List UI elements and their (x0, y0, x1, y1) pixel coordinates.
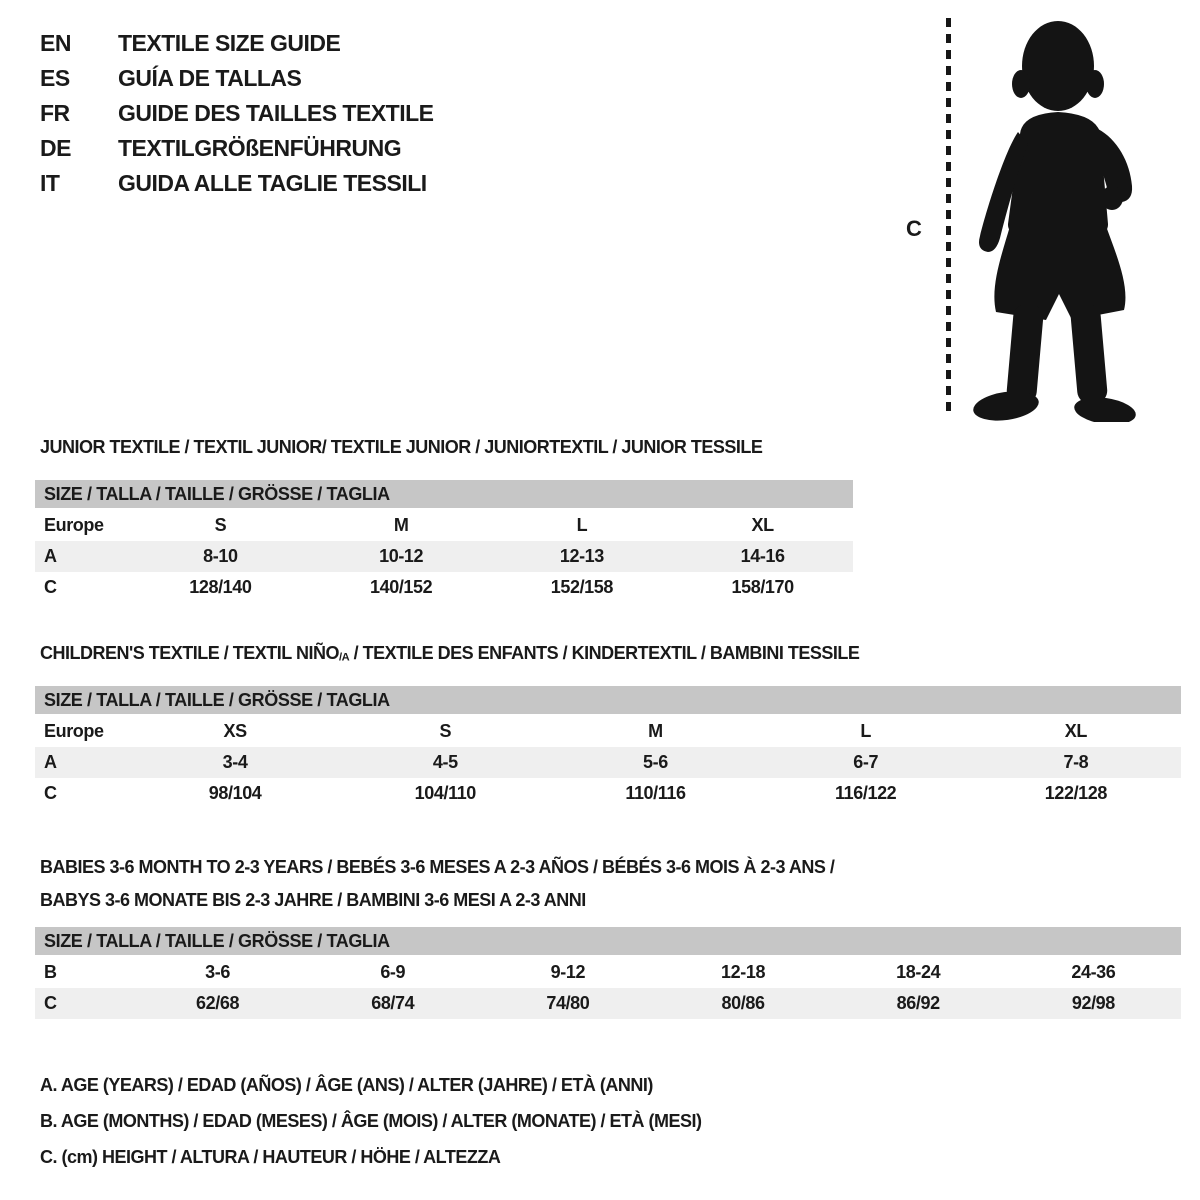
language-row (40, 171, 434, 195)
table-cell: 152/158 (550, 577, 613, 597)
table-row (35, 988, 1181, 1019)
height-measure-dashed-line (946, 18, 951, 415)
table-row (35, 572, 853, 603)
table-cell: XL (1064, 721, 1087, 741)
table-cell: 128/140 (189, 577, 252, 597)
table-cell: 116/122 (835, 783, 897, 803)
table-row (35, 778, 1181, 809)
babies-size-table (35, 927, 1181, 1019)
table-cell: 74/80 (546, 993, 590, 1013)
table-cell: 5-6 (643, 752, 668, 772)
table-cell: 68/74 (371, 993, 415, 1013)
table-cell: 12-18 (721, 962, 766, 982)
table-cell: XL (751, 515, 774, 535)
table-cell: 122/128 (1044, 783, 1107, 803)
row-label: C (44, 993, 57, 1013)
babies-heading-line2: BABYS 3-6 MONATE BIS 2-3 JAHRE / BAMBINI 3-6 MESI A 2-3 ANNI (40, 890, 586, 910)
table-cell: 3-6 (205, 962, 230, 982)
table-cell: 9-12 (550, 962, 586, 982)
row-label: A (44, 752, 57, 772)
table-cell: 86/92 (896, 993, 940, 1013)
table-cell: 62/68 (196, 993, 240, 1013)
row-label: Europe (44, 515, 104, 535)
junior-section-heading: JUNIOR TEXTILE / TEXTIL JUNIOR/ TEXTILE JUNIOR / JUNIORTEXTIL / JUNIOR TESSILE (40, 437, 763, 457)
row-label: B (44, 962, 57, 982)
table-cell: 4-5 (432, 752, 458, 772)
table-cell: 98/104 (208, 783, 262, 803)
table-cell: 7-8 (1063, 752, 1089, 772)
junior-size-table (35, 480, 853, 603)
language-title-list (40, 31, 434, 206)
children-heading-pre: CHILDREN'S TEXTILE / TEXTIL NIÑO (40, 643, 339, 663)
table-cell: S (214, 515, 227, 535)
table-cell: 140/152 (369, 577, 433, 597)
language-row (40, 66, 434, 90)
babies-section-heading (40, 851, 970, 917)
language-row (40, 31, 434, 55)
table-cell: 3-4 (222, 752, 248, 772)
language-code: FR (40, 100, 70, 126)
legend-line-a: A. AGE (YEARS) / EDAD (AÑOS) / ÂGE (ANS) / ALTER (JAHRE) / ETÀ (ANNI) (40, 1075, 653, 1095)
language-row (40, 101, 434, 125)
language-title: GUIDE DES TAILLES TEXTILE (118, 100, 434, 126)
table-cell: 14-16 (740, 546, 785, 566)
table-cell: S (439, 721, 452, 741)
table-cell: 104/110 (414, 783, 476, 803)
table-cell: 18-24 (896, 962, 941, 982)
children-heading-post: / TEXTILE DES ENFANTS / KINDERTEXTIL / BAMBINI TESSILE (349, 643, 860, 663)
children-section-heading (40, 642, 859, 668)
table-cell: M (648, 721, 663, 741)
table-cell: 24-36 (1071, 962, 1116, 982)
language-code: ES (40, 65, 70, 91)
row-label: A (44, 546, 57, 566)
legend (40, 1067, 701, 1175)
table-row (35, 747, 1181, 778)
table-cell: 6-9 (380, 962, 406, 982)
language-title: TEXTILGRÖßENFÜHRUNG (118, 135, 402, 161)
table-cell: 6-7 (853, 752, 879, 772)
row-label: Europe (44, 721, 104, 741)
language-code: IT (40, 170, 60, 196)
children-size-table (35, 686, 1181, 809)
table-row (35, 509, 853, 541)
table-cell: 110/116 (625, 783, 686, 803)
language-title: TEXTILE SIZE GUIDE (118, 30, 341, 56)
size-table-header: SIZE / TALLA / TAILLE / GRÖSSE / TAGLIA (35, 480, 853, 509)
row-label: C (44, 783, 57, 803)
table-cell: 92/98 (1071, 993, 1115, 1013)
legend-line-b: B. AGE (MONTHS) / EDAD (MESES) / ÂGE (MOIS) / ALTER (MONATE) / ETÀ (MESI) (40, 1111, 702, 1131)
table-row (35, 956, 1181, 988)
table-cell: L (860, 721, 871, 741)
babies-heading-line1: BABIES 3-6 MONTH TO 2-3 YEARS / BEBÉS 3-6 MESES A 2-3 AÑOS / BÉBÉS 3-6 MOIS À 2-3 ANS / (40, 857, 835, 877)
table-cell: 158/170 (731, 577, 794, 597)
table-row (35, 541, 853, 572)
table-cell: 10-12 (379, 546, 424, 566)
children-heading-subscript: /A (338, 651, 350, 664)
table-cell: 12-13 (559, 546, 604, 566)
language-row (40, 136, 434, 160)
table-cell: M (393, 515, 409, 535)
size-table-header: SIZE / TALLA / TAILLE / GRÖSSE / TAGLIA (35, 686, 1181, 715)
language-title: GUIDA ALLE TAGLIE TESSILI (118, 170, 427, 196)
language-title: GUÍA DE TALLAS (118, 65, 302, 91)
toddler-silhouette-icon (962, 14, 1140, 422)
table-row (35, 715, 1181, 747)
table-cell: XS (223, 721, 247, 741)
size-table-header: SIZE / TALLA / TAILLE / GRÖSSE / TAGLIA (35, 927, 1181, 956)
table-cell: 8-10 (203, 546, 238, 566)
language-code: DE (40, 135, 71, 161)
language-code: EN (40, 30, 71, 56)
table-cell: 80/86 (721, 993, 765, 1013)
legend-line-c: C. (cm) HEIGHT / ALTURA / HAUTEUR / HÖHE / ALTEZZA (40, 1147, 501, 1167)
row-label: C (44, 577, 57, 597)
table-cell: L (576, 515, 588, 535)
height-measure-label: C (906, 216, 922, 241)
